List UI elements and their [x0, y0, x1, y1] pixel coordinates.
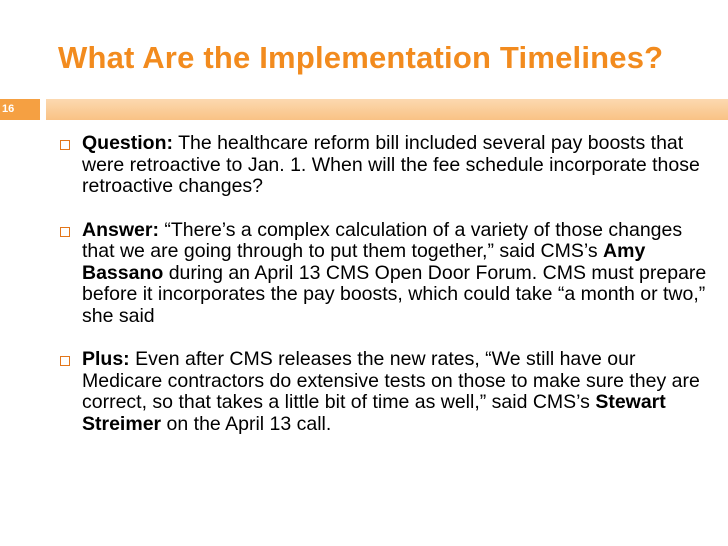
slide-number: 16 [2, 103, 15, 115]
slide-title: What Are the Implementation Timelines? [58, 40, 664, 75]
title-band [46, 99, 728, 120]
bullet-text-plus-2: on the April 13 call. [161, 412, 332, 435]
bullet-list [60, 133, 720, 457]
bullet-question [60, 133, 720, 198]
hollow-square-bullet-icon [60, 356, 70, 366]
bullet-text-question: The healthcare reform bill included several pay boosts that were retroactive to Jan. 1. When will the fee schedule incorporate those retroactive changes? [82, 132, 700, 197]
bullet-name-answer: Amy Bassano [82, 240, 646, 284]
bullet-text-answer-1: “There’s a complex calculation of a variety of those changes that we are going through to put them together,” said CMS’s [82, 218, 683, 262]
bullet-plus [60, 349, 720, 435]
bullet-name-plus: Stewart Streimer [82, 391, 666, 435]
bullet-lead-plus: Plus: [82, 348, 130, 370]
bullet-text-answer-2: during an April 13 CMS Open Door Forum. CMS must prepare before it incorporates the pay boosts, which could take “a month or two,” she said [82, 261, 707, 327]
bullet-lead-question: Question: [82, 132, 173, 154]
bullet-lead-answer: Answer: [82, 218, 159, 241]
hollow-square-bullet-icon [60, 140, 70, 150]
hollow-square-bullet-icon [60, 227, 70, 237]
bullet-text-plus-1: Even after CMS releases the new rates, “We still have our Medicare contractors do extensive tests on those to make sure they are correct, so that takes a little bit of time as well,” said CMS’s [82, 348, 700, 413]
bullet-answer [60, 220, 720, 328]
